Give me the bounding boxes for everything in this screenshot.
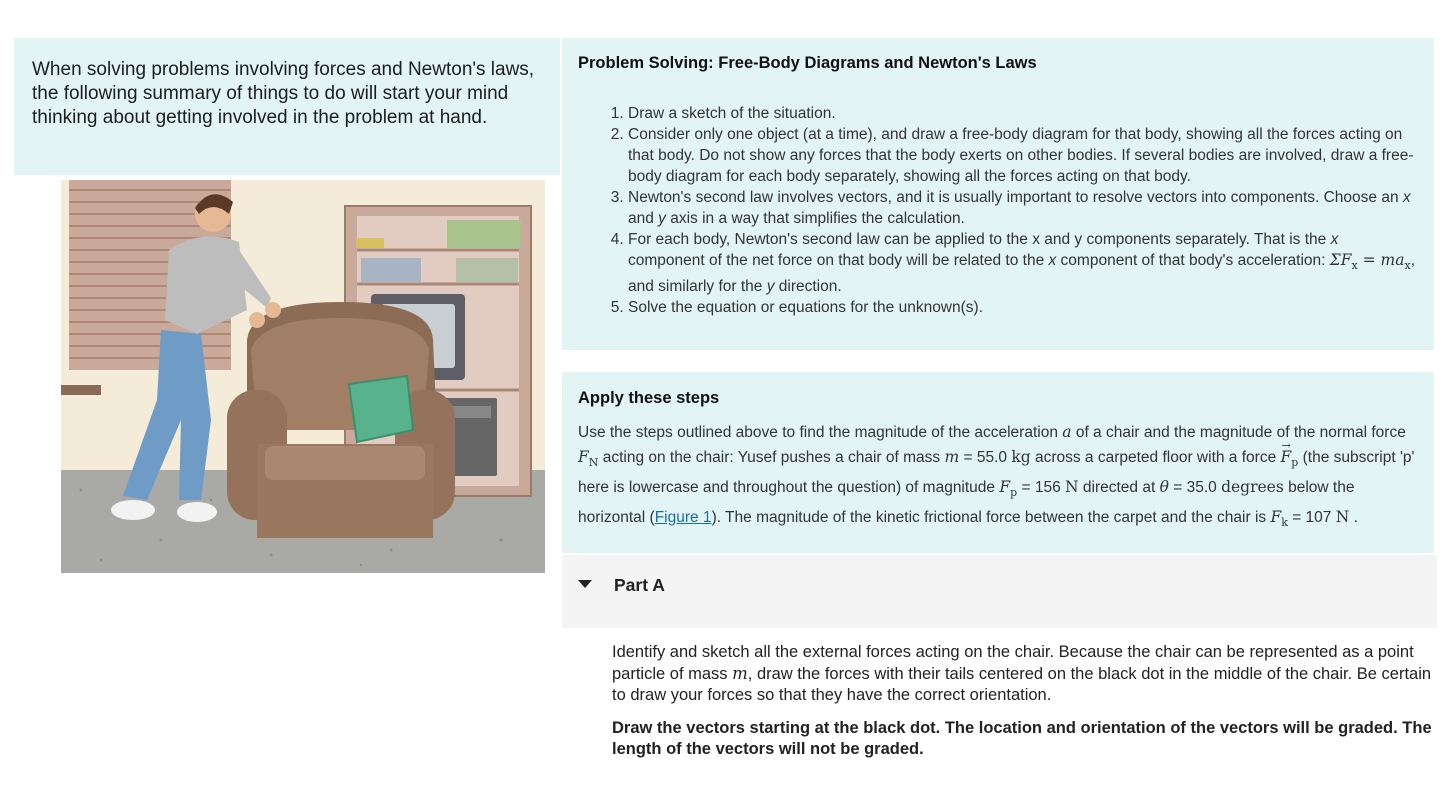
intro-box [14,38,560,175]
strategy-steps [578,103,1418,318]
apply-panel [562,372,1434,553]
intro-text: When solving problems involving forces and Newton's laws, the following summary of things to do will start your mind thinking about getting involved in the problem at hand. [32,59,535,128]
chair-illustration [61,180,545,573]
strategy-panel [562,38,1434,350]
list-item: 3. Newton's second law involves vectors, and it is usually important to resolve vectors into components. Choose an x and y axis in a way that simplifies the calculation. [628,187,1418,229]
part-a-instructions: Identify and sketch all the external forces acting on the chair. Because the chair can be represented as a point particle of mass m, draw the forces with their tails centered on the black dot in the middle of the chair. Be certain to draw your forces so that they have the correct orientation. [612,643,1432,704]
list-item: 1. Draw a sketch of the situation. [628,103,1418,124]
list-item: 5. Solve the equation or equations for the unknown(s). [628,297,1418,318]
part-a-grading-note: Draw the vectors starting at the black dot. The location and orientation of the vectors will be graded. The length of the vectors will not be graded. [612,719,1432,758]
list-item: 2. Consider only one object (at a time), and draw a free-body diagram for that body, showing all the forces acting on that body. Do not show any forces that the body exerts on other bodies. If several bodies are involved, draw a free-body diagram for each body separately, showing all the forces acting on that body. [628,124,1418,187]
problem-statement: Use the steps outlined above to find the magnitude of the acceleration a of a chair and the magnitude of the normal force $F_N$ acting on the chair: Yusef pushes a chair of mass m = 55.0 kg across a carpeted floor with a force → $F_p$ (the subscript 'p' here is lowercase and throughout the question) of magnitude $F_p = 156$ N directed at θ = 35.0 degrees below the horizontal (Figure 1). The magnitude of the kinetic frictional force between the carpet and the chair is $F_k = 107$ N . [578,420,1418,535]
part-a-body [612,642,1437,760]
strategy-title: Problem Solving: Free-Body Diagrams and Newton's Laws [578,54,1037,72]
apply-title: Apply these steps [578,389,720,407]
part-a-toggle[interactable] [562,555,1437,628]
figure-1-link[interactable]: Figure 1 [654,509,712,526]
caret-down-icon [578,580,592,588]
newton-second-law-equation: $\Sigma F_x = ma_x$ [1329,251,1411,272]
part-a-label: Part A [614,575,665,595]
list-item: 4. For each body, Newton's second law can be applied to the x and y components separately. That is the x component of the net force on that body will be related to the x component of that body's acceleration: $\Sigma F_x = ma_x$, and similarly for the y direction. [628,229,1418,297]
